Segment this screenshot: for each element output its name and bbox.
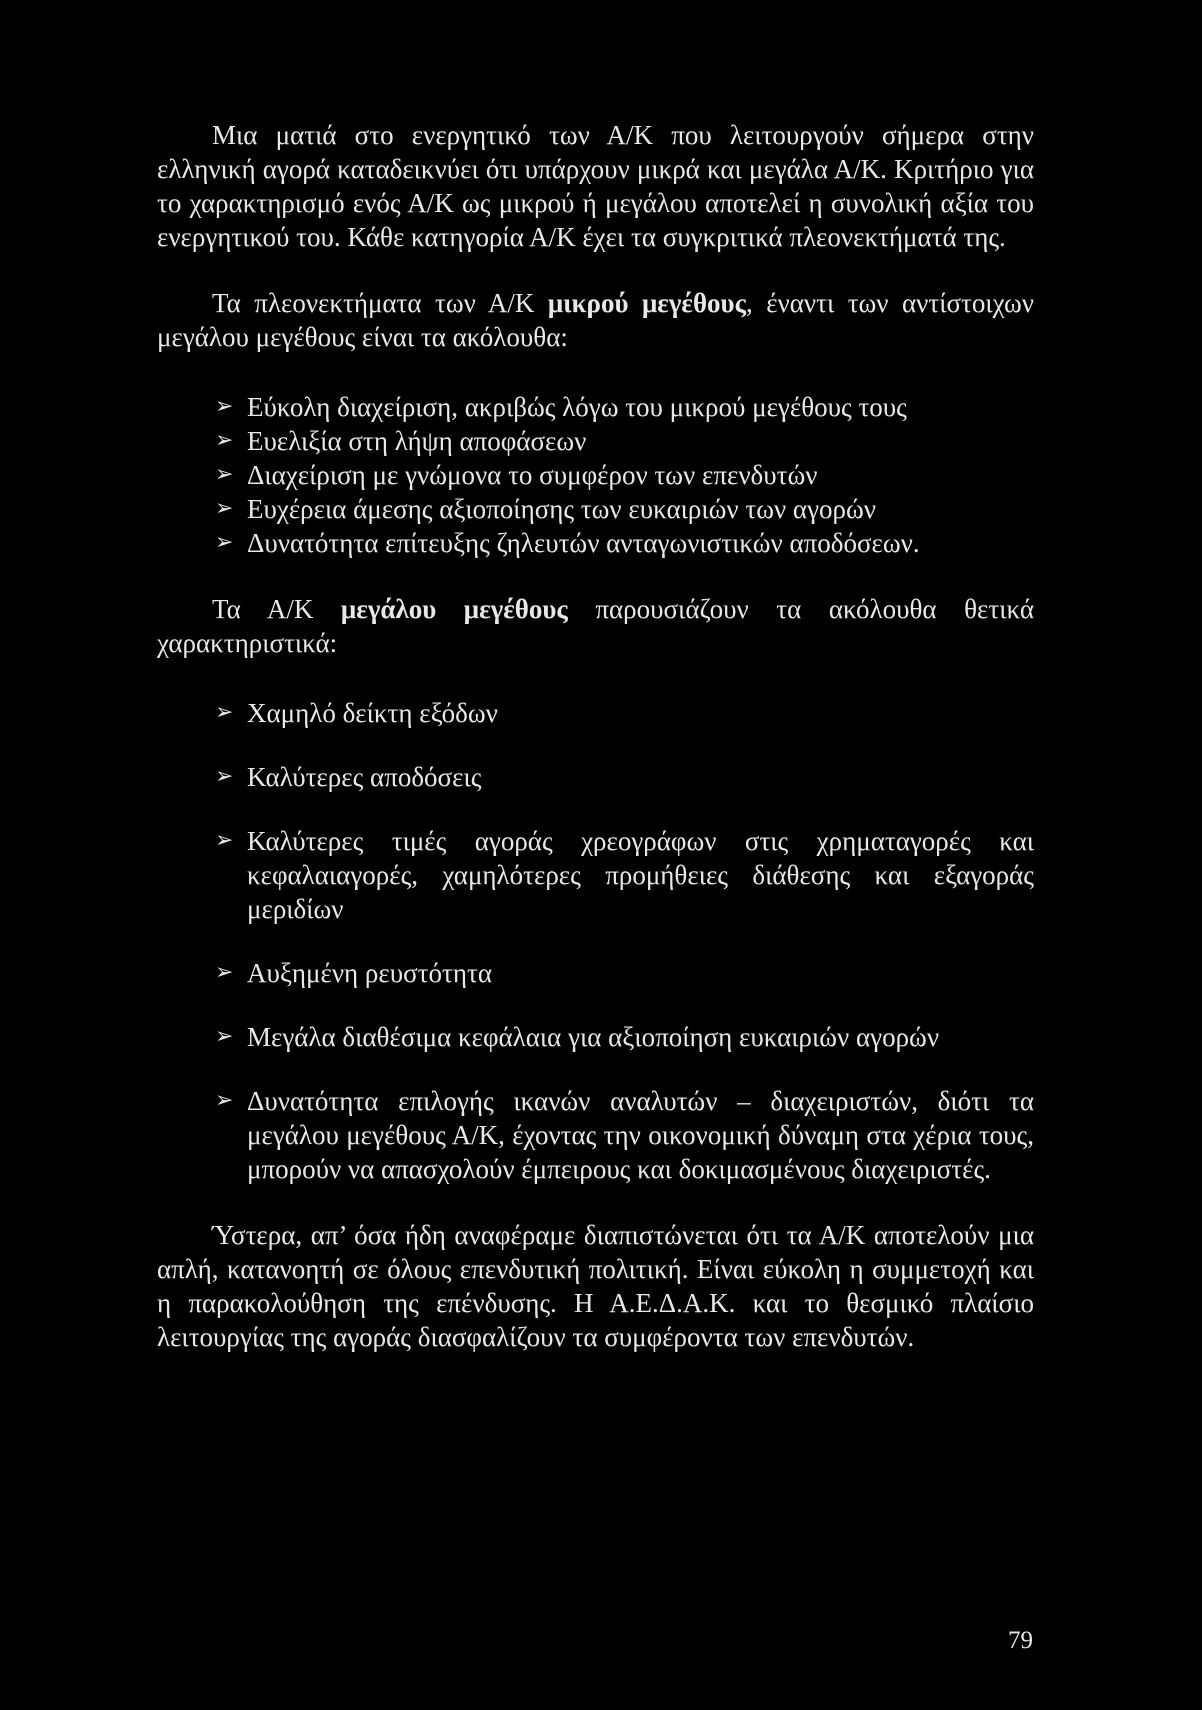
list-item: ➢ Δυνατότητα επιλογής ικανών αναλυτών – διαχειριστών, διότι τα μεγάλου μεγέθους Α/Κ, έχοντας την οικονομική δύναμη στα χέρια τους, μπορούν να απασχολούν έμπειρους και δοκιμασμένους διαχειριστές. bbox=[215, 1086, 1034, 1184]
large-funds-lead-end: παρουσιάζουν τα ακόλουθα θετικά χαρακτηριστικά: bbox=[157, 594, 1034, 658]
arrow-bullet-icon: ➢ bbox=[215, 1024, 234, 1049]
arrow-bullet-icon: ➢ bbox=[215, 700, 234, 725]
large-funds-lead-emphasis: μεγάλου μεγέθους bbox=[340, 594, 568, 624]
small-funds-lead-start: Τα πλεονεκτήματα των Α/Κ bbox=[212, 288, 548, 318]
large-funds-list bbox=[157, 696, 1034, 1186]
page-number: 79 bbox=[1008, 1627, 1033, 1654]
list-item: ➢ Καλύτερες τιμές αγοράς χρεογράφων στις χρηματαγορές και κεφαλαιαγορές, χαμηλότερες προμήθειες διάθεσης και εξαγοράς μεριδίων bbox=[215, 826, 1034, 924]
small-funds-list bbox=[157, 390, 1034, 560]
arrow-bullet-icon: ➢ bbox=[215, 428, 234, 453]
small-funds-lead bbox=[157, 286, 1034, 354]
list-item: ➢ Δυνατότητα επίτευξης ζηλευτών ανταγωνιστικών αποδόσεων. bbox=[215, 528, 920, 558]
list-item: ➢ Διαχείριση με γνώμονα το συμφέρον των επενδυτών bbox=[215, 460, 818, 490]
arrow-bullet-icon: ➢ bbox=[215, 764, 234, 789]
small-funds-lead-end: , έναντι των αντίστοιχων μεγάλου μεγέθους είναι τα ακόλουθα: bbox=[157, 288, 1035, 352]
list-item: ➢ Εύκολη διαχείριση, ακριβώς λόγω του μικρού μεγέθους τους bbox=[215, 392, 907, 422]
list-item: ➢ Ευχέρεια άμεσης αξιοποίησης των ευκαιριών των αγορών bbox=[215, 494, 876, 524]
arrow-bullet-icon: ➢ bbox=[215, 496, 234, 521]
small-funds-lead-emphasis: μικρού μεγέθους bbox=[547, 288, 746, 318]
large-funds-lead bbox=[157, 592, 1034, 660]
intro-paragraph: Μια ματιά στο ενεργητικό των Α/Κ που λειτουργούν σήμερα στην ελληνική αγορά καταδεικνύει ότι υπάρχουν μικρά και μεγάλα Α/Κ. Κριτήριο για το χαρακτηρισμό ενός Α/Κ ως μικρού ή μεγάλου αποτελεί η συνολική αξία του ενεργητικού του. Κάθε κατηγορία Α/Κ έχει τα συγκριτικά πλεονεκτήματά της. bbox=[157, 120, 1034, 252]
large-funds-lead-start: Τα Α/Κ bbox=[212, 594, 341, 624]
conclusion-paragraph: Ύστερα, απ’ όσα ήδη αναφέραμε διαπιστώνεται ότι τα Α/Κ αποτελούν μια απλή, κατανοητή σε όλους επενδυτική πολιτική. Είναι εύκολη η συμμετοχή και η παρακολούθηση της επένδυσης. Η Α.Ε.Δ.Α.Κ. και το θεσμικό πλαίσιο λειτουργίας της αγοράς διασφαλίζουν τα συμφέροντα των επενδυτών. bbox=[157, 1220, 1034, 1352]
list-item: ➢ Ευελιξία στη λήψη αποφάσεων bbox=[215, 426, 587, 456]
list-item: ➢ Χαμηλό δείκτη εξόδων bbox=[215, 698, 498, 728]
arrow-bullet-icon: ➢ bbox=[215, 1088, 234, 1113]
arrow-bullet-icon: ➢ bbox=[215, 394, 234, 419]
list-item: ➢ Μεγάλα διαθέσιμα κεφάλαια για αξιοποίηση ευκαιριών αγορών bbox=[215, 1022, 940, 1052]
arrow-bullet-icon: ➢ bbox=[215, 828, 234, 853]
list-item: ➢ Καλύτερες αποδόσεις bbox=[215, 762, 482, 792]
arrow-bullet-icon: ➢ bbox=[215, 960, 234, 985]
arrow-bullet-icon: ➢ bbox=[215, 530, 234, 555]
arrow-bullet-icon: ➢ bbox=[215, 462, 234, 487]
list-item: ➢ Αυξημένη ρευστότητα bbox=[215, 958, 492, 988]
document-page bbox=[157, 118, 1034, 1354]
